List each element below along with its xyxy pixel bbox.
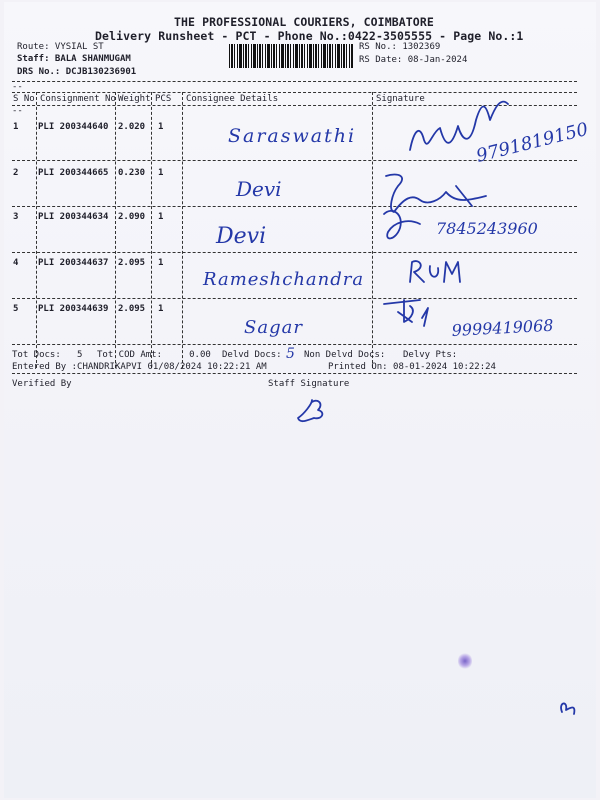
staff-signature-mark [298, 400, 322, 421]
non-delvd-docs: Non Delvd Docs: [304, 350, 386, 360]
col-header-consignee: Consignee Details [186, 94, 279, 104]
row-4-weight: 2.095 [118, 258, 146, 268]
runsheet-subtitle: Delivery Runsheet - PCT - Phone No.:0422-3505555 - Page No.:1 [95, 29, 524, 43]
row-2-signature [386, 174, 486, 212]
col-header-pcs: PCS [155, 94, 172, 104]
corner-mark [561, 703, 574, 714]
row-5-phone-handwritten: 9999419068 [451, 315, 554, 340]
rs-date: RS Date: 08-Jan-2024 [359, 55, 468, 65]
row-5-sno: 5 [13, 304, 19, 314]
verified-by-label: Verified By [12, 379, 72, 389]
col-header-weight: Weight [118, 94, 151, 104]
row-2-sno: 2 [13, 168, 19, 178]
row-4-consignment: PLI 200344637 [38, 258, 109, 268]
dash-marker: -- [12, 82, 23, 92]
tot-docs: Tot Docs: 5 [12, 350, 83, 360]
ink-stain [458, 652, 472, 670]
row-2-pcs: 1 [158, 168, 164, 178]
row-1-consignee-handwritten: Saraswathi [228, 125, 357, 147]
row-5-consignment: PLI 200344639 [38, 304, 109, 314]
printed-on: Printed On: 08-01-2024 10:22:24 [328, 362, 496, 372]
row-5-signature [384, 300, 428, 326]
staff-signature-label: Staff Signature [268, 379, 350, 389]
row-1-pcs: 1 [158, 122, 164, 132]
row-2-consignment: PLI 200344665 [38, 168, 109, 178]
row-5-weight: 2.095 [118, 304, 146, 314]
row-2-consignee-handwritten: Devi [236, 177, 282, 201]
col-header-signature: Signature [376, 94, 425, 104]
row-4-signature [410, 261, 460, 282]
delvd-docs-handwritten: 5 [286, 346, 295, 362]
row-3-consignment: PLI 200344634 [38, 212, 109, 222]
delvd-docs: Delvd Docs: [222, 350, 282, 360]
row-5-pcs: 1 [158, 304, 164, 314]
row-4-sno: 4 [13, 258, 19, 268]
footer-rule [12, 373, 577, 374]
entered-by: Entered By :CHANDRIKAPVI 01/08/2024 10:22:21 AM [12, 362, 267, 372]
route-label: Route: VYSIAL ST [17, 42, 104, 52]
row-1-weight: 2.020 [118, 122, 146, 132]
tot-cod-amount: Tot COD Amt: 0.00 [97, 350, 211, 360]
row-3-phone-handwritten: 7845243960 [436, 219, 538, 238]
row-4-pcs: 1 [158, 258, 164, 268]
rs-number: RS No.: 1302369 [359, 42, 441, 52]
dash-marker-2: -- [12, 106, 23, 116]
row-4-consignee-handwritten: Rameshchandra [203, 269, 365, 290]
row-3-pcs: 1 [158, 212, 164, 222]
drs-number: DRS No.: DCJB130236901 [17, 67, 137, 77]
row-1-phone-handwritten: 9791819150 [474, 118, 591, 167]
row-3-weight: 2.090 [118, 212, 146, 222]
company-title: THE PROFESSIONAL COURIERS, COIMBATORE [174, 15, 434, 29]
row-1-sno: 1 [13, 122, 19, 132]
row-1-consignment: PLI 200344640 [38, 122, 109, 132]
row-2-weight: 0.230 [118, 168, 146, 178]
row-5-consignee-handwritten: Sagar [244, 317, 303, 338]
row-3-consignee-handwritten: Devi [216, 224, 267, 249]
delvy-pts: Delvy Pts: [403, 350, 458, 360]
col-header-sno: S No [13, 94, 35, 104]
row-3-sno: 3 [13, 212, 19, 222]
staff-label: Staff: BALA SHANMUGAM [17, 54, 131, 64]
col-header-consignment: Consignment No [40, 94, 116, 104]
row-3-signature [384, 211, 420, 239]
